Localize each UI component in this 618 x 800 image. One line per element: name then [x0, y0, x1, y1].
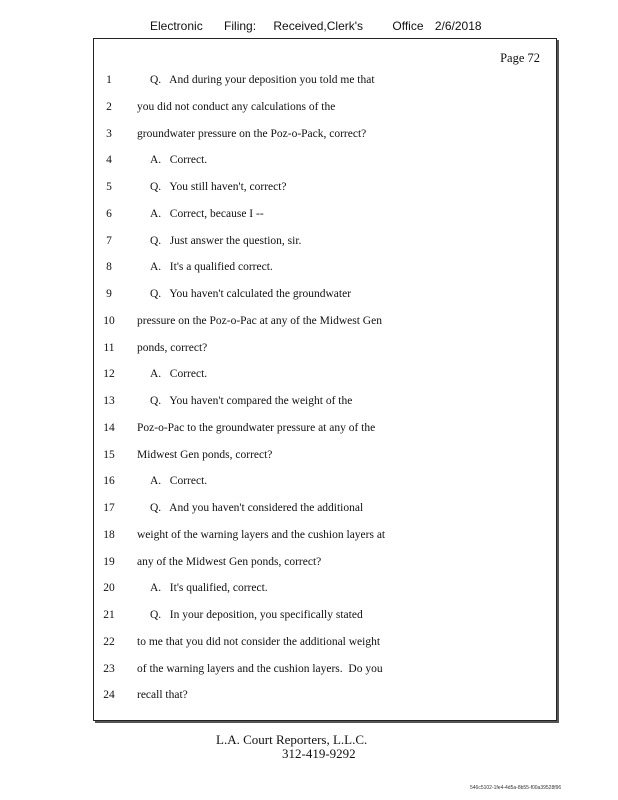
line-text: Q. And you haven't considered the additional: [150, 502, 364, 514]
line-text: any of the Midwest Gen ponds, correct?: [137, 555, 322, 568]
line-number: 21: [103, 609, 115, 621]
line-number: 24: [103, 689, 115, 702]
transcript-line: [94, 689, 556, 707]
line-number: 4: [106, 154, 112, 167]
transcript-line: [94, 181, 556, 199]
line-number: 1: [106, 74, 112, 86]
line-number: 23: [103, 662, 115, 675]
line-number: 17: [103, 502, 115, 514]
transcript-line: [94, 368, 556, 386]
transcript-line: [94, 449, 556, 467]
line-number: 22: [103, 635, 115, 648]
footer-company: L.A. Court Reporters, L.L.C.: [216, 732, 368, 747]
line-text: ponds, correct?: [137, 341, 208, 354]
line-number: 9: [106, 288, 112, 300]
line-text: Q. Just answer the question, sir.: [150, 234, 302, 247]
transcript-line: [94, 556, 556, 574]
line-number: 7: [106, 234, 112, 247]
line-text: pressure on the Poz-o-Pac at any of the Midwest Gen: [137, 314, 382, 327]
line-number: 8: [106, 261, 112, 274]
line-text: of the warning layers and the cushion layers. Do you: [137, 662, 383, 675]
line-number: 12: [103, 368, 115, 381]
transcript-line: [94, 235, 556, 253]
line-text: to me that you did not consider the additional weight: [137, 635, 381, 648]
line-text: Q. In your deposition, you specifically stated: [150, 609, 363, 621]
transcript-line: [94, 475, 556, 493]
line-number: 15: [103, 448, 115, 461]
header-word-electronic: Electronic: [150, 19, 203, 33]
transcript-line: [94, 502, 556, 520]
line-text: recall that?: [137, 689, 188, 702]
transcript-line: [94, 663, 556, 681]
line-text: Q. And during your deposition you told me that: [150, 74, 375, 86]
line-number: 2: [106, 100, 112, 113]
transcript-line: [94, 395, 556, 413]
footer-phone: 312-419-9292: [282, 746, 356, 761]
line-text: Q. You haven't calculated the groundwater: [150, 288, 352, 300]
line-text: weight of the warning layers and the cushion layers at: [137, 528, 386, 541]
line-text: A. It's a qualified correct.: [150, 261, 273, 274]
line-text: Poz-o-Pac to the groundwater pressure at any of the: [137, 421, 376, 434]
transcript-line: [94, 609, 556, 627]
line-number: 19: [103, 555, 115, 568]
line-number: 10: [103, 314, 115, 327]
transcript-line: [94, 128, 556, 146]
line-text: groundwater pressure on the Poz-o-Pack, correct?: [137, 127, 367, 140]
line-text: A. Correct, because I --: [150, 207, 264, 220]
transcript-line: [94, 261, 556, 279]
header-word-office: Office: [392, 19, 424, 33]
line-number: 18: [103, 528, 115, 541]
document-id: 546c5102-1fe4-4d5a-8b55-f00a39528f96: [470, 785, 562, 791]
line-number: 3: [106, 127, 112, 140]
line-text: A. Correct.: [150, 154, 208, 167]
transcript-line: [94, 154, 556, 172]
transcript-line: [94, 101, 556, 119]
transcript-line: [94, 422, 556, 440]
line-number: 13: [103, 395, 115, 407]
transcript-line: [94, 315, 556, 333]
line-number: 20: [103, 582, 115, 595]
transcript-page: [93, 38, 557, 721]
line-text: Q. You still haven't, correct?: [150, 181, 287, 193]
line-text: Midwest Gen ponds, correct?: [137, 448, 273, 461]
line-text: Q. You haven't compared the weight of the: [150, 395, 353, 407]
line-text: you did not conduct any calculations of the: [137, 100, 336, 113]
line-text: A. Correct.: [150, 368, 208, 381]
transcript-line: [94, 74, 556, 92]
transcript-line: [94, 342, 556, 360]
filing-header: [150, 19, 482, 33]
transcript-line: [94, 582, 556, 600]
line-number: 5: [106, 181, 112, 193]
line-number: 11: [103, 341, 115, 354]
transcript-line: [94, 636, 556, 654]
header-word-received: Received,Clerk's: [273, 19, 364, 33]
header-date: 2/6/2018: [434, 19, 482, 33]
transcript-line: [94, 208, 556, 226]
line-number: 16: [103, 475, 115, 488]
line-text: A. Correct.: [150, 475, 208, 488]
transcript-line: [94, 529, 556, 547]
line-number: 14: [103, 421, 115, 434]
header-word-filing: Filing:: [224, 19, 257, 33]
page-number: Page 72: [500, 51, 540, 65]
line-text: A. It's qualified, correct.: [150, 582, 268, 595]
line-number: 6: [106, 207, 112, 220]
transcript-line: [94, 288, 556, 306]
